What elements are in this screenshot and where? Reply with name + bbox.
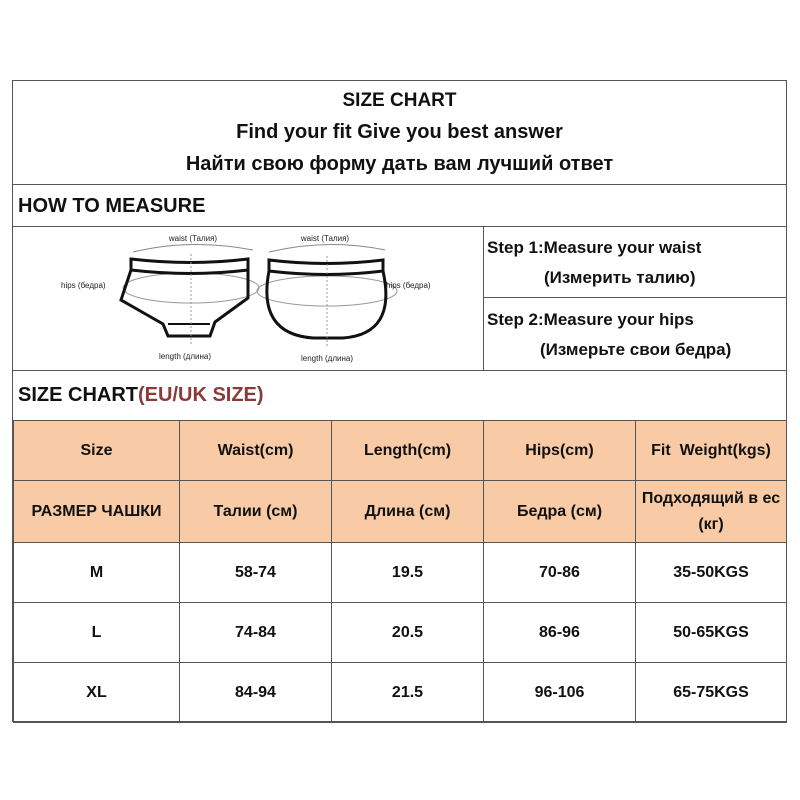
header-cell: Waist(cm) — [180, 421, 332, 481]
header-cell-ru: Длина (см) — [332, 481, 484, 543]
size-chart-label — [18, 384, 264, 407]
table-cell: 96-106 — [484, 663, 636, 723]
briefs-right-icon — [257, 244, 397, 348]
chart-header — [13, 81, 786, 185]
header-cell-ru: Талии (см) — [180, 481, 332, 543]
header-cell: Hips(cm) — [484, 421, 636, 481]
step-1-text-ru: (Измерить талию) — [544, 268, 696, 287]
size-chart-label-text: SIZE CHART — [18, 384, 138, 406]
step-1-text: Step 1:Measure your waist — [487, 238, 702, 257]
table-cell: XL — [14, 663, 180, 723]
left-length-label: length (длина) — [158, 352, 212, 361]
step-2 — [484, 298, 786, 369]
left-hips-label: hips (бедра) — [61, 281, 106, 290]
table-cell: 58-74 — [180, 543, 332, 603]
table-cell: 50-65KGS — [636, 603, 787, 663]
right-hips-label: hips (бедра) — [386, 281, 431, 290]
table-row — [14, 603, 787, 663]
table-cell: 19.5 — [332, 543, 484, 603]
table-cell: 84-94 — [180, 663, 332, 723]
step-1 — [484, 226, 786, 298]
size-chart-region: (EU/UK SIZE) — [138, 384, 264, 406]
table-row — [14, 663, 787, 723]
table-cell: L — [14, 603, 180, 663]
measure-section — [13, 226, 786, 371]
page-title: SIZE CHART — [342, 90, 457, 111]
table-cell: 21.5 — [332, 663, 484, 723]
table-cell: 35-50KGS — [636, 543, 787, 603]
header-cell: Fit Weight(kgs) — [636, 421, 787, 481]
header-cell-ru: Подходящий в ес (кг) — [636, 481, 787, 543]
table-header-row-ru — [14, 481, 787, 543]
briefs-illustration — [13, 226, 483, 370]
measurement-diagram — [13, 226, 484, 370]
subtitle-english: Find your fit Give you best answer — [236, 121, 563, 143]
table-cell: 70-86 — [484, 543, 636, 603]
header-cell-ru: РАЗМЕР ЧАШКИ — [14, 481, 180, 543]
how-to-measure-label: HOW TO MEASURE — [18, 195, 206, 217]
right-length-label: length (длина) — [300, 354, 354, 363]
table-cell: 20.5 — [332, 603, 484, 663]
table-cell: M — [14, 543, 180, 603]
table-cell: 65-75KGS — [636, 663, 787, 723]
table-row — [14, 543, 787, 603]
table-cell: 86-96 — [484, 603, 636, 663]
left-waist-label: waist (Талия) — [168, 234, 218, 243]
briefs-left-icon — [121, 244, 259, 344]
header-cell: Size — [14, 421, 180, 481]
step-2-text: Step 2:Measure your hips — [487, 310, 694, 329]
right-waist-label: waist (Талия) — [300, 234, 350, 243]
step-2-text-ru: (Измерьте свои бедра) — [540, 340, 732, 359]
size-chart-heading — [13, 370, 786, 420]
size-chart-sheet — [12, 80, 787, 722]
size-table — [13, 420, 787, 723]
subtitle-russian: Найти свою форму дать вам лучший ответ — [185, 153, 614, 175]
header-cell-ru: Бедра (см) — [484, 481, 636, 543]
table-header-row — [14, 421, 787, 481]
table-cell: 74-84 — [180, 603, 332, 663]
header-cell: Length(cm) — [332, 421, 484, 481]
how-to-measure-heading — [13, 184, 786, 227]
